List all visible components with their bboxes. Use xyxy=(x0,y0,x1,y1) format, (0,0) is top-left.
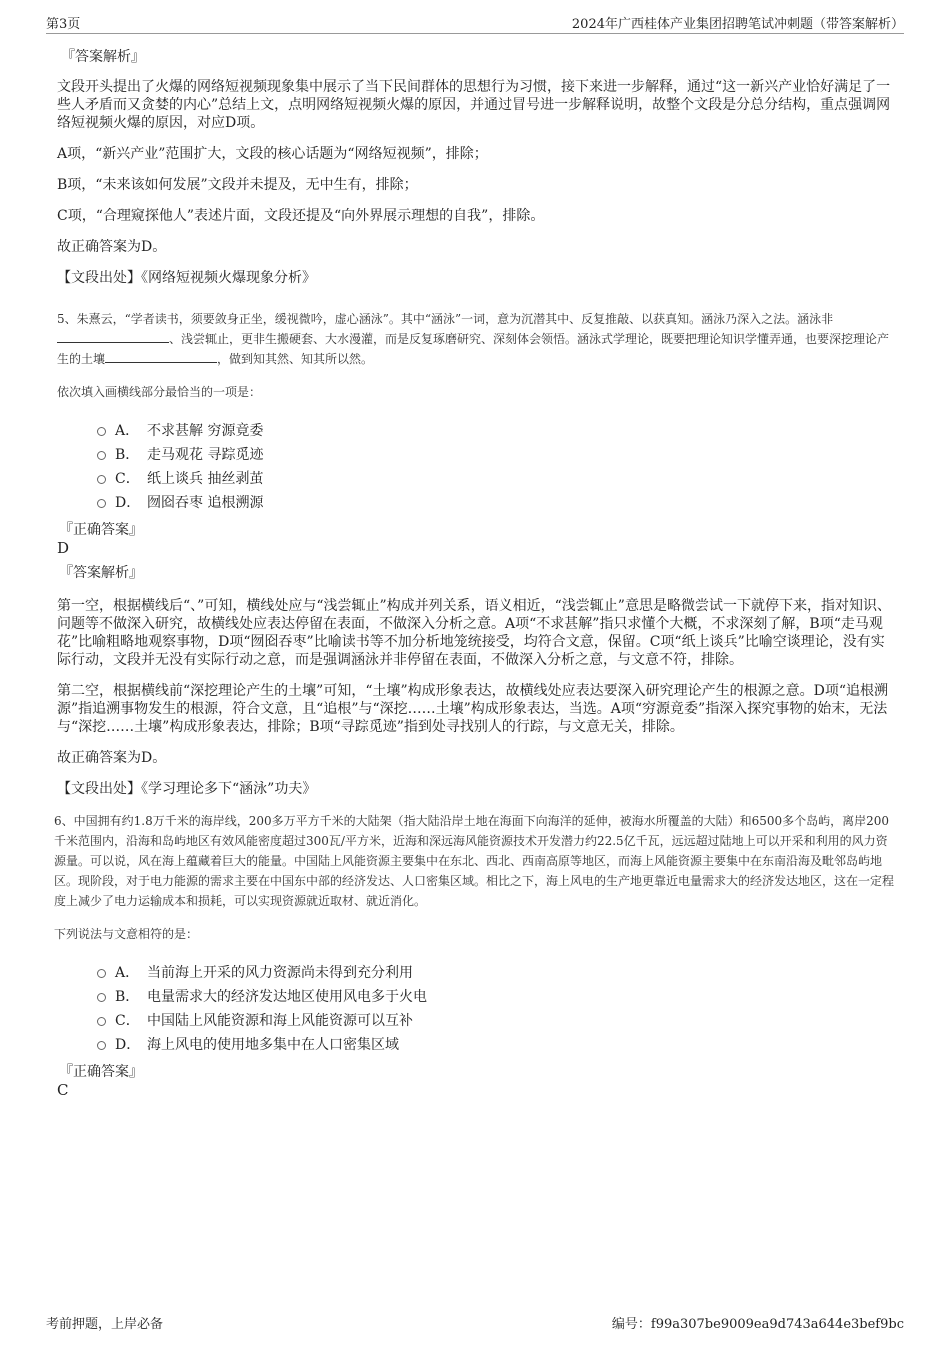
footer-slogan: 考前押题，上岸必备 xyxy=(46,1317,164,1332)
analysis-conclusion: 故正确答案为D。 xyxy=(57,750,167,766)
analysis-paragraph-1: 第一空，根据横线后“、”可知，横线处应与“浅尝辄止”构成并列关系，语义相近，“浅尝辄止”意思是略微尝试一下就停下来，指对知识、问题等不做深入研究，故横线处应表达停留在表面，不做深入分析之意。A项“不求甚解”指只求懂个大概，不求深刻了解，B项“走马观花”比喻粗略地观察事物，D项“囫囵吞枣”比喻读书等不加分析地笼统接受，均符合文意，保留。C项“纸上谈兵”比喻空谈理论，没有实际行动，文段并无没有实际行动之意，而是强调涵泳并非停留在表面，不做深入分析之意，与文意不符，排除。 xyxy=(57,598,891,668)
question-6-options xyxy=(97,961,895,1057)
radio-icon[interactable] xyxy=(97,427,106,436)
analysis-option-a: A项，“新兴产业”范围扩大，文段的核心话题为“网络短视频”，排除； xyxy=(57,146,488,162)
radio-icon[interactable] xyxy=(97,499,106,508)
radio-icon[interactable] xyxy=(97,969,106,978)
analysis-label: 『答案解析』 xyxy=(61,49,145,65)
question-5-stem: 5、朱熹云，“学者读书，须要敛身正坐，缓视微吟，虚心涵泳”。其中“涵泳”一词，意为沉潜其中、反复推敲、以获真知。涵泳乃深入之法。涵泳非、浅尝辄止，更非生搬硬套、大水漫灌，而是反复琢磨研究、深刻体会领悟。涵泳式学理论，既要把理论知识学懂弄通，也要深挖理论产生的土壤 ，做到知其然、知其所以然。 xyxy=(57,312,890,366)
radio-icon[interactable] xyxy=(97,1041,106,1050)
fill-blank xyxy=(105,350,217,363)
source-citation: 【文段出处】《学习理论多下“涵泳”功夫》 xyxy=(57,781,317,797)
correct-answer: C xyxy=(57,1081,69,1099)
document-title: 2024年广西桂体产业集团招聘笔试冲刺题（带答案解析） xyxy=(571,17,904,32)
radio-icon[interactable] xyxy=(97,993,106,1002)
analysis-paragraph: 文段开头提出了火爆的网络短视频现象集中展示了当下民间群体的思想行为习惯，接下来进一步解释，通过“这一新兴产业恰好满足了一些人矛盾而又贪婪的内心”总结上文，点明网络短视频火爆的原因，并通过冒号进一步解释说明，故整个文段是分总分结构，重点强调网络短视频火爆的原因，对应D项。 xyxy=(57,79,891,131)
option-d[interactable]: D． 囫囵吞枣 追根溯源 xyxy=(97,491,895,515)
option-b[interactable]: B． 走马观花 寻踪觅迹 xyxy=(97,443,895,467)
correct-answer-label: 『正确答案』 xyxy=(59,522,143,538)
option-a[interactable]: A． 不求甚解 穷源竟委 xyxy=(97,419,895,443)
analysis-option-c: C项，“合理窥探他人”表述片面，文段还提及“向外界展示理想的自我”，排除。 xyxy=(57,208,545,224)
option-b[interactable]: B． 电量需求大的经济发达地区使用风电多于火电 xyxy=(97,985,895,1009)
question-6-stem: 6、中国拥有约1.8万千米的海岸线，200多万平方千米的大陆架（指大陆沿岸土地在海面下向海洋的延伸，被海水所覆盖的大陆）和6500多个岛屿，离岸200千米范围内，沿海和岛屿地区有效风能密度超过300瓦/平方米，近海和深远海风能资源技术开发潜力约22.5亿千瓦，远远超过陆地上可以开采和利用的风力资源量。可以说，风在海上蕴藏着巨大的能量。中国陆上风能资源主要集中在东北、西北、西南高原等地区，而海上风能资源主要集中在东南沿海及毗邻岛屿地区。现阶段，对于电力能源的需求主要在中国东中部的经济发达、人口密集区域。相比之下，海上风电的生产地更靠近电量需求大的经济发达地区，这在一定程度上减少了电力运输成本和损耗，可以实现资源就近取材、就近消化。 xyxy=(54,814,895,908)
page-number: 第3页 xyxy=(46,17,81,32)
page-content xyxy=(54,47,895,1105)
page-header xyxy=(46,13,904,34)
document-code: 编号：f99a307be9009ea9d743a644e3bef9bc xyxy=(611,1317,904,1332)
analysis-conclusion: 故正确答案为D。 xyxy=(57,239,167,255)
correct-answer-label: 『正确答案』 xyxy=(59,1064,143,1080)
option-c[interactable]: C． 中国陆上风能资源和海上风能资源可以互补 xyxy=(97,1009,895,1033)
question-6-prompt: 下列说法与文意相符的是： xyxy=(54,927,199,941)
analysis-paragraph-2: 第二空，根据横线前“深挖理论产生的土壤”可知，“土壤”构成形象表达，故横线处应表达要深入研究理论产生的根源之意。D项“追根溯源”指追溯事物发生的根源，符合文意，且“追根”与“深挖……土壤”构成形象表达，当选。A项“穷源竟委”指深入探究事物的始末，无法与“深挖……土壤”构成形象表达，排除；B项“寻踪觅迹”指到处寻找别人的行踪，与文意无关，排除。 xyxy=(57,683,889,735)
source-citation: 【文段出处】《网络短视频火爆现象分析》 xyxy=(57,270,316,286)
radio-icon[interactable] xyxy=(97,475,106,484)
option-c[interactable]: C． 纸上谈兵 抽丝剥茧 xyxy=(97,467,895,491)
correct-answer: D xyxy=(57,539,70,557)
fill-blank xyxy=(57,330,169,343)
question-5-options xyxy=(97,419,895,515)
option-a[interactable]: A． 当前海上开采的风力资源尚未得到充分利用 xyxy=(97,961,895,985)
analysis-option-b: B项，“未来该如何发展”文段并未提及，无中生有，排除； xyxy=(57,177,418,193)
option-d[interactable]: D． 海上风电的使用地多集中在人口密集区域 xyxy=(97,1033,895,1057)
analysis-label: 『答案解析』 xyxy=(59,565,143,581)
question-5-prompt: 依次填入画横线部分最恰当的一项是： xyxy=(57,385,262,399)
radio-icon[interactable] xyxy=(97,1017,106,1026)
radio-icon[interactable] xyxy=(97,451,106,460)
